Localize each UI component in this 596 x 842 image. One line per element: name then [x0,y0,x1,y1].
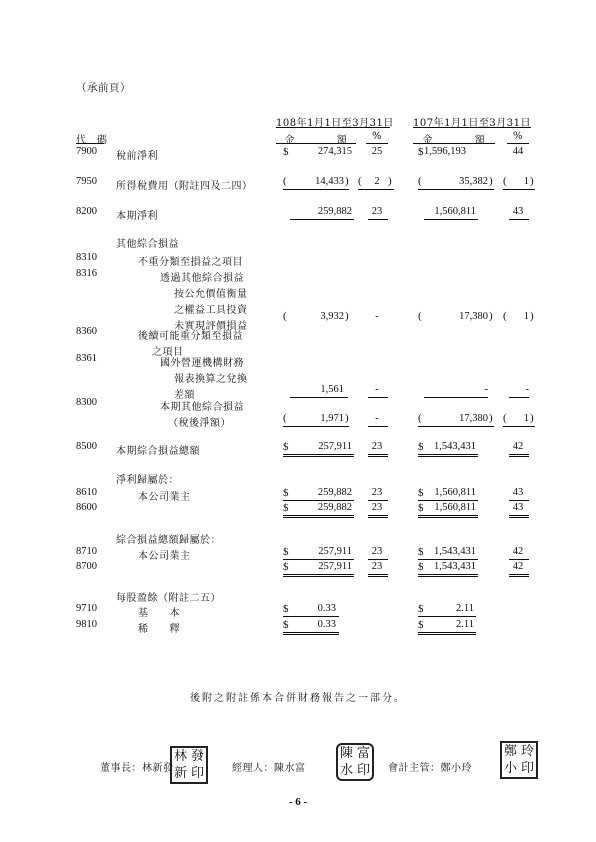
currency-sign: $ [418,603,424,615]
pct-col2: 44 [512,146,524,157]
row-label-line4: 未實現評價損益 [174,321,248,332]
pct-col1: 23 [371,502,383,513]
double-underline [418,456,478,457]
amount-col1: 1,561 [320,384,344,395]
section-title-net-profit: 淨利歸屬於： [116,475,179,486]
row-code: 8600 [76,502,97,513]
pct-col2: 1 [523,311,529,322]
underline [358,189,394,190]
underline [368,397,388,398]
double-underline [418,515,478,516]
amount-col1: 14,433 [315,176,344,187]
double-underline [418,576,478,577]
row-label-line1: 本期其他綜合損益 [160,402,244,413]
pct-col2: 1 [523,413,529,424]
currency-sign: $ [283,487,289,499]
row-code: 8360 [76,326,97,337]
double-underline [283,515,354,516]
pct-col2: 1 [523,176,529,187]
row-label-line1: 透過其他綜合損益 [160,273,244,284]
underline [368,219,388,220]
underline [418,500,478,501]
paren-close: ) [388,175,392,187]
underline [424,219,478,220]
row-label-line2: 報表換算之兌換 [174,374,248,385]
col2-header-rule [413,127,531,128]
amount-col1: 257,911 [318,546,352,557]
double-underline [509,456,529,457]
pct-col1: 23 [371,441,383,452]
row-code: 8610 [76,487,97,498]
pct-col1: - [375,311,379,322]
row-label-line1: 國外營運機構財務 [160,358,244,369]
double-underline [368,576,388,577]
row-label: 不重分類至損益之項目 [138,257,243,268]
pct-col1: - [375,413,379,424]
amount-col1: 259,882 [317,206,352,217]
amount-col1: 259,882 [317,487,352,498]
accountant-seal: 鄭 玲 小 印 [500,741,538,779]
pct-col1: 25 [371,146,383,157]
paren-close: ) [345,175,349,187]
pct-header-rule-2 [507,143,529,144]
row-code: 8200 [76,206,97,217]
paren-open: ( [418,412,422,424]
amount-col1: 0.33 [317,603,336,614]
pct-header-2: % [512,131,523,142]
paren-close: ) [489,175,493,187]
currency-sign: $ [283,561,289,573]
footnote: 後附之附註係本合併財務報告之一部分。 [190,693,406,704]
amount-col1: 274,315 [317,146,352,157]
paren-close: ) [530,310,534,322]
underline [509,397,529,398]
double-underline [283,634,339,635]
pct-col2: 43 [512,502,524,513]
row-label: 本公司業主 [138,492,191,503]
row-label: 本公司業主 [138,551,191,562]
currency-sign: $ [418,441,424,453]
amount-col2: 2.11 [456,603,474,614]
double-underline [283,632,339,633]
row-label-line2: 之項目 [152,347,184,358]
double-underline [283,576,354,577]
pct-header-1: % [371,131,382,142]
amount-col2: 1,543,431 [434,441,476,452]
pct-col2: 42 [512,441,524,452]
accountant-signature: 會計主管：鄭小玲 [388,763,472,774]
double-underline [509,574,529,575]
section-title-comprehensive: 綜合損益總額歸屬於： [116,535,221,546]
currency-sign: $ [283,502,289,514]
underline [283,426,349,427]
paren-close: ) [530,412,534,424]
row-label-line3: 之權益工具投資 [174,305,248,316]
double-underline [418,517,478,518]
pct-col2: 43 [512,487,524,498]
currency-sign: $ [283,146,289,158]
section-title-eps: 每股盈餘（附註二五） [116,593,221,604]
underline [283,500,354,501]
amount-header-1: 金 額 [284,135,348,146]
paren-close: ) [345,310,349,322]
amount-col1: 257,911 [318,561,352,572]
manager-seal: 陳 富 水 印 [336,743,374,781]
double-underline [283,574,354,575]
pct-col2: - [525,384,529,395]
currency-sign: $ [283,546,289,558]
underline [290,397,348,398]
amount-header-rule-2 [413,143,495,144]
row-label: 本期淨利 [116,211,158,222]
double-underline [509,576,529,577]
underline [418,189,494,190]
underline [509,559,529,560]
manager-signature: 經理人：陳水富 [232,763,306,774]
pct-col1: 23 [371,546,383,557]
row-code: 8300 [76,397,97,408]
underline [368,426,388,427]
underline [503,426,535,427]
currency-sign: $ [283,603,289,615]
paren-open: ( [418,310,422,322]
pct-col1: - [375,384,379,395]
amount-col2: 1,560,811 [434,502,476,513]
amount-col2: 17,380 [459,311,488,322]
row-code: 8316 [76,268,97,279]
double-underline [509,515,529,516]
pct-col1: 2 [374,176,380,187]
paren-close: ) [345,412,349,424]
amount-col1: 0.33 [317,619,336,630]
amount-col1: 1,971 [320,413,344,424]
pct-col1: 23 [371,487,383,498]
amount-col2: 2.11 [456,619,474,630]
col1-header-rule [276,127,390,128]
row-code: 7950 [76,176,97,187]
paren-open: ( [358,175,362,187]
double-underline [283,517,354,518]
currency-sign: $ [283,619,289,631]
double-underline [283,454,354,455]
double-underline [509,517,529,518]
row-code: 8700 [76,561,97,572]
row-label-line2: （稅後淨額） [168,418,231,429]
currency-sign: $ [418,561,424,573]
currency-sign: $ [418,546,424,558]
row-code: 9810 [76,619,97,630]
double-underline [418,634,476,635]
paren-open: ( [503,412,507,424]
page-number: - 6 - [288,796,308,808]
paren-open: ( [283,175,287,187]
col1-period: 108年1月1日至3月31日 [276,118,394,129]
row-label-line3: 差額 [174,390,195,401]
row-code: 8361 [76,353,97,364]
paren-open: ( [503,310,507,322]
row-code: 8310 [76,252,97,263]
chairman-seal: 林 發 新 印 [170,746,208,784]
underline [503,189,535,190]
row-code: 8710 [76,546,97,557]
amount-col2: 17,380 [459,413,488,424]
amount-col2: 1,560,811 [434,206,476,217]
amount-col1: 257,911 [318,441,352,452]
row-label: 本期綜合損益總額 [116,446,200,457]
amount-col1: 259,882 [317,502,352,513]
pct-col2: 42 [512,561,524,572]
underline [368,500,388,501]
row-label: 所得稅費用（附註四及二四） [116,181,253,192]
currency-sign: $ [283,441,289,453]
section-title-oci: 其他綜合損益 [116,239,179,250]
underline [368,559,388,560]
amount-col2: - [484,384,488,395]
double-underline [368,454,388,455]
paren-open: ( [283,310,287,322]
double-underline [418,454,478,455]
chairman-signature: 董事長：林新發 [100,763,174,774]
underline [283,616,339,617]
pct-col1: 23 [371,561,383,572]
double-underline [368,574,388,575]
underline [418,616,476,617]
currency-sign: $ [418,146,424,158]
row-code: 8500 [76,441,97,452]
underline [509,500,529,501]
underline [283,189,349,190]
underline [509,219,529,220]
amount-col2: 1,596,193 [424,146,466,157]
pct-col2: 42 [512,546,524,557]
double-underline [283,456,354,457]
currency-sign: $ [418,502,424,514]
double-underline [368,456,388,457]
row-label: 稀 釋 [138,624,180,635]
row-code: 7900 [76,146,97,157]
row-label-line1: 後續可能重分類至損益 [138,331,243,342]
row-label: 稅前淨利 [116,151,158,162]
paren-open: ( [418,175,422,187]
amount-col2: 35,382 [459,176,488,187]
pct-col1: 23 [371,206,383,217]
amount-col1: 3,932 [320,311,344,322]
amount-col2: 1,560,811 [434,487,476,498]
paren-open: ( [283,412,287,424]
double-underline [418,632,476,633]
underline [424,397,488,398]
double-underline [509,454,529,455]
underline [283,559,354,560]
row-label-line2: 按公允價值衡量 [174,289,248,300]
amount-header-2: 金 額 [422,135,486,146]
amount-col2: 1,543,431 [434,561,476,572]
col2-period: 107年1月1日至3月31日 [413,118,531,129]
paren-close: ) [530,175,534,187]
amount-header-rule-1 [276,143,356,144]
row-code: 9710 [76,603,97,614]
code-header: 代 碼 [76,135,108,146]
currency-sign: $ [418,487,424,499]
paren-close: ) [489,412,493,424]
underline [418,559,478,560]
paren-open: ( [503,175,507,187]
paren-close: ) [489,310,493,322]
underline [418,426,494,427]
amount-col2: 1,543,431 [434,546,476,557]
underline [290,219,354,220]
row-label: 基 本 [138,608,180,619]
continued-note: （承前頁） [76,82,131,94]
code-header-rule [76,143,104,144]
double-underline [418,574,478,575]
pct-col2: 43 [512,206,524,217]
double-underline [368,517,388,518]
double-underline [368,515,388,516]
currency-sign: $ [418,619,424,631]
pct-header-rule-1 [366,143,388,144]
